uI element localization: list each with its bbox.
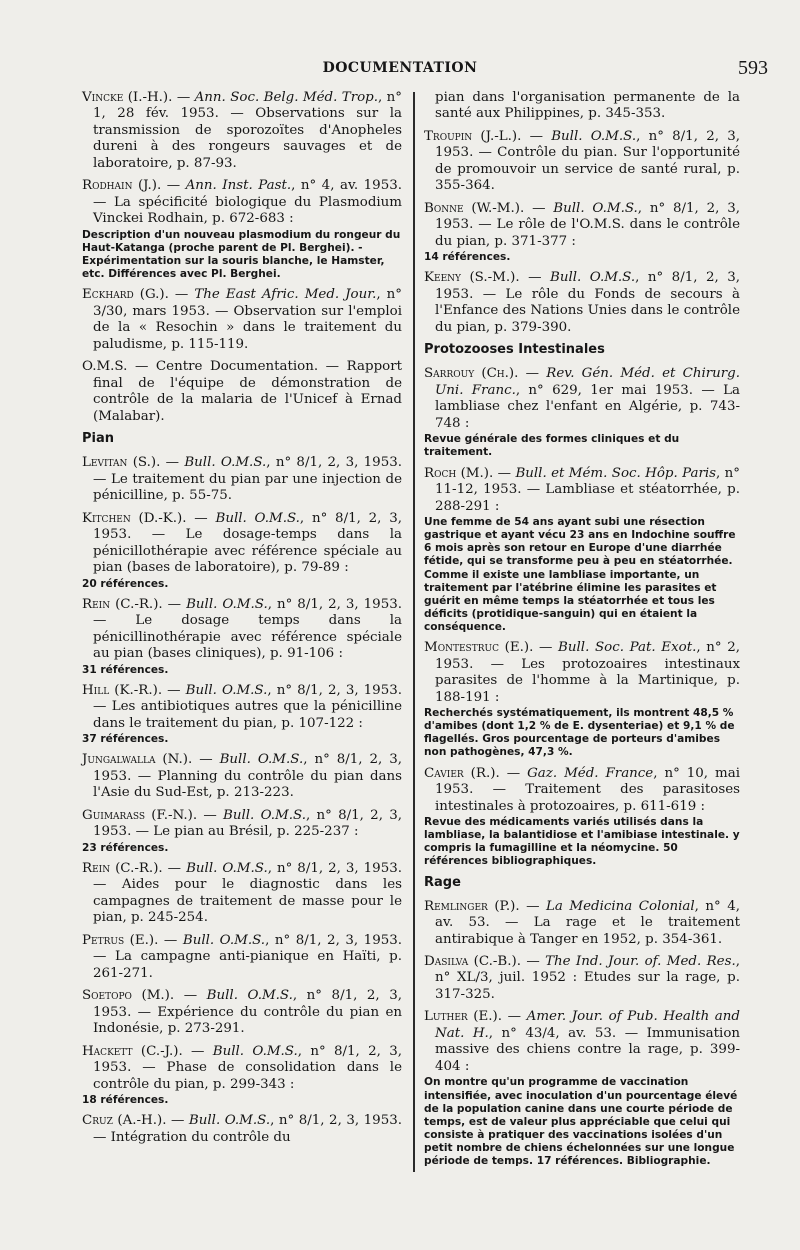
entry-journal: Bull. O.M.S. bbox=[549, 270, 636, 286]
entry-author: Eckhard (G.). bbox=[82, 287, 169, 303]
entry-author: Rein (C.-R.). bbox=[82, 596, 163, 612]
entry-journal: Bull. O.M.S. bbox=[184, 455, 267, 471]
entry-journal: Amer. Jour. of Pub. Health and Nat. H. bbox=[435, 1009, 740, 1041]
bibliography-entry: Rodhain (J.). — Ann. Inst. Past., n° 4, av. 1953. — La spécificité biologique du Plasmodium Vinckei Rodhain, p. 672-683 : Description d'un nouveau plasmodium du rongeur du Haut-Katanga (proche parent de Pl. Berghei). - Expérimentation sur la souris blanche, le Hamster, etc. Différences avec Pl. Berghei. bbox=[82, 178, 402, 281]
entry-author: Keeny (S.-M.). bbox=[424, 270, 520, 286]
entry-author: Vincke (I.-H.). bbox=[82, 90, 173, 105]
entry-text: , n° 2, 1953. — Les protozoaires intestinaux parasites de l'homme à la Martinique, p. 188-191 : bbox=[435, 640, 740, 705]
entry-journal: Bull. O.M.S. bbox=[553, 200, 638, 216]
entry-text: , n° 8/1, 2, 3, 1953. — Le rôle du Fonds de secours à l'Enfance des Nations Unies dans le contrôle du pian, p. 379-390. bbox=[435, 270, 741, 335]
entry-author: Sarrouy (Ch.). bbox=[424, 366, 519, 382]
entry-journal: Bull. O.M.S. bbox=[215, 510, 300, 526]
entry-note: 31 références. bbox=[82, 663, 169, 676]
entry-text: , n° 1, 28 fév. 1953. — Observations sur la transmission de sporozoïtes d'Anopheles dureni à des rongeurs sauvages et de laboratoire, p. 87-93. bbox=[93, 90, 402, 171]
entry-journal: Bull. O.M.S. bbox=[186, 596, 268, 612]
entry-author: O.M.S. bbox=[82, 359, 128, 375]
entry-journal: Ann. Inst. Past. bbox=[185, 178, 292, 194]
bibliography-entry: Cavier (R.). — Gaz. Méd. France, n° 10, mai 1953. — Traitement des parasitoses intestinales à protozoaires, p. 611-619 : Revue des médicaments variés utilisés dans la lambliase, la balantidiose et l'amibiase intestinale. y compris la fumagilline et la néomycine. 50 références bibliographiques. bbox=[424, 765, 741, 868]
entry-note: 14 références. bbox=[424, 251, 511, 264]
entry-author: Troupin (J.-L.). bbox=[424, 128, 522, 144]
entry-author: Hill (K.-R.). bbox=[82, 682, 163, 698]
entry-journal: Bull. O.M.S. bbox=[188, 1113, 271, 1129]
entry-author: Dasilva (C.-B.). bbox=[424, 954, 521, 969]
entry-note: 18 références. bbox=[82, 1094, 169, 1107]
entry-journal: The Ind. Jour. of. Med. Res. bbox=[545, 954, 736, 969]
bibliography-entry: Rein (C.-R.). — Bull. O.M.S., n° 8/1, 2, 3, 1953. — Le dosage temps dans la pénicillinothérapie avec référence spéciale au pian (bases cliniques), p. 91-106 : 31 références. bbox=[82, 596, 402, 676]
entry-note: 37 références. bbox=[82, 733, 169, 746]
bibliography-entry: Troupin (J.-L.). — Bull. O.M.S., n° 8/1, 2, 3, 1953. — Contrôle du pian. Sur l'opportunité de promouvoir un service de santé rural, p. 355-364. bbox=[424, 128, 740, 194]
entry-author: Luther (E.). bbox=[424, 1009, 503, 1025]
entry-text: , n° XL/3, juil. 1952 : Etudes sur la rage, p. 317-325. bbox=[435, 954, 740, 1002]
bibliography-entry: Remlinger (P.). — La Medicina Colonial, n° 4, av. 53. — La rage et le traitement antirabique à Tanger en 1952, p. 354-361. bbox=[424, 898, 741, 947]
bibliography-entry: Luther (E.). — Amer. Jour. of Pub. Health and Nat. H., n° 43/4, av. 53. — Immunisation massive des chiens contre la rage, p. 399-404 : On montre qu'un programme de vaccination intensifiée, avec inoculation d'un pourcentage élevé de la population canine dans une courte période de temps, est de valeur plus appréciable que celui qui consiste à pratiquer des vaccinations isolées d'un petit nombre de chiens échelonnées sur une longue période de temps. 17 références. Bibliographie. bbox=[424, 1009, 741, 1168]
left-column bbox=[82, 90, 402, 1152]
bibliography-entry: Hill (K.-R.). — Bull. O.M.S., n° 8/1, 2, 3, 1953. — Les antibiotiques autres que la pénicilline dans le traitement du pian, p. 107-122 : 37 références. bbox=[82, 682, 402, 746]
entry-journal: Bull. O.M.S. bbox=[219, 752, 304, 768]
entry-text: , n° 4, av. 53. — La rage et le traitement antirabique à Tanger en 1952, p. 354-361. bbox=[435, 898, 741, 947]
entry-journal: Bull. Soc. Pat. Exot. bbox=[558, 640, 697, 656]
section-heading-protozooses: Protozooses Intestinales bbox=[424, 342, 605, 358]
entry-author: Rodhain (J.). bbox=[82, 178, 162, 194]
entry-journal: Bull. O.M.S. bbox=[185, 682, 268, 698]
entry-text: , n° 8/1, 2, 3, 1953. — Le rôle de l'O.M.S. dans le contrôle du pian, p. 371-377 : bbox=[435, 200, 741, 249]
entry-author: Roch (M.). bbox=[424, 465, 494, 481]
entry-text: , n° 8/1, 2, 3, 1953. — Le pian au Brésil, p. 225-237 : bbox=[93, 807, 402, 840]
right-column bbox=[424, 90, 740, 1174]
bibliography-entry: Hackett (C.-J.). — Bull. O.M.S., n° 8/1, 2, 3, 1953. — Phase de consolidation dans le contrôle du pian, p. 299-343 : 18 références. bbox=[82, 1043, 403, 1107]
bibliography-entry: Guimarass (F.-N.). — Bull. O.M.S., n° 8/1, 2, 3, 1953. — Le pian au Brésil, p. 225-237 : 23 références. bbox=[82, 807, 402, 854]
bibliography-entry bbox=[82, 359, 402, 425]
bibliography-entry: Vincke (I.-H.). — Ann. Soc. Belg. Méd. Trop., n° 1, 28 fév. 1953. — Observations sur la transmission de sporozoïtes d'Anopheles dureni à des rongeurs sauvages et de laboratoire, p. 87-93. bbox=[82, 90, 402, 171]
entry-text: , n° 8/1, 2, 3, 1953. — Le traitement du pian par une injection de pénicilline, p. 55-75. bbox=[93, 455, 402, 504]
entry-note: Revue des médicaments variés utilisés dans la lambliase, la balantidiose et l'amibiase intestinale. y compris la fumagilline et la néomycine. 50 références bibliographiques. bbox=[424, 816, 740, 868]
entry-note: 23 références. bbox=[82, 841, 169, 854]
entry-author: Bonne (W.-M.). bbox=[424, 200, 525, 216]
bibliography-entry: Soetopo (M.). — Bull. O.M.S., n° 8/1, 2, 3, 1953. — Expérience du contrôle du pian en Indonésie, p. 273-291. bbox=[82, 988, 403, 1037]
entry-journal: Bull. O.M.S. bbox=[182, 932, 266, 948]
entry-author: Cruz (A.-H.). bbox=[82, 1113, 167, 1129]
section-heading-pian: Pian bbox=[82, 431, 115, 447]
entry-text: — Centre Documentation. — Rapport final de l'équipe de démonstration de contrôle de la malaria de l'Unicef à Ernad (Malabar). bbox=[93, 359, 402, 424]
entry-journal: Bull. O.M.S. bbox=[212, 1043, 298, 1059]
bibliography-entry: Bonne (W.-M.). — Bull. O.M.S., n° 8/1, 2, 3, 1953. — Le rôle de l'O.M.S. dans le contrôle du pian, p. 371-377 : 14 références. bbox=[424, 200, 741, 264]
entry-text: , n° 629, 1er mai 1953. — La lambliase chez l'enfant en Algérie, p. 743-748 : bbox=[435, 382, 740, 431]
entry-author: Soetopo (M.). bbox=[82, 988, 175, 1004]
entry-text: , n° 8/1, 2, 3, 1953. — Intégration du contrôle du bbox=[93, 1113, 402, 1145]
entry-text: , n° 43/4, av. 53. — Immunisation massive des chiens contre la rage, p. 399-404 : bbox=[435, 1025, 741, 1074]
bibliography-entry: Rein (C.-R.). — Bull. O.M.S., n° 8/1, 2, 3, 1953. — Aides pour le diagnostic dans les campagnes de traitement de masse pour le pian, p. 245-254. bbox=[82, 860, 402, 926]
entry-author: Jungalwalla (N.). bbox=[82, 752, 193, 768]
entry-note: 20 références. bbox=[82, 577, 169, 590]
column-divider bbox=[413, 92, 415, 1172]
bibliography-entry: Dasilva (C.-B.). — The Ind. Jour. of. Med. Res., n° XL/3, juil. 1952 : Etudes sur la rage, p. 317-325. bbox=[424, 954, 740, 1002]
entry-text: , n° 10, mai 1953. — Traitement des parasitoses intestinales à protozoaires, p. 611-619 : bbox=[435, 765, 741, 814]
bibliography-entry: Levitan (S.). — Bull. O.M.S., n° 8/1, 2, 3, 1953. — Le traitement du pian par une injection de pénicilline, p. 55-75. bbox=[82, 455, 402, 504]
entry-journal: Gaz. Méd. France bbox=[527, 765, 654, 781]
section-heading-rage: Rage bbox=[424, 874, 461, 890]
entry-journal: La Medicina Colonial bbox=[546, 898, 695, 914]
entry-author: Guimarass (F.-N.). bbox=[82, 807, 198, 823]
entry-note: Description d'un nouveau plasmodium du rongeur du Haut-Katanga (proche parent de Pl. Berghei). - Expérimentation sur la souris blanche, le Hamster, etc. Différences avec Pl. Berghei. bbox=[82, 228, 401, 281]
bibliography-entry: Petrus (E.). — Bull. O.M.S., n° 8/1, 2, 3, 1953. — La campagne anti-pianique en Haïti, p. 261-271. bbox=[82, 932, 403, 981]
entry-author: Cavier (R.). bbox=[424, 765, 500, 781]
entry-note: Revue générale des formes cliniques et du traitement. bbox=[424, 433, 680, 459]
entry-author: Remlinger (P.). bbox=[424, 898, 520, 914]
entry-journal: Rev. Gén. Méd. et Chirurg. Uni. Franc. bbox=[435, 366, 740, 398]
entry-text: , n° 8/1, 2, 3, 1953. — Expérience du contrôle du pian en Indonésie, p. 273-291. bbox=[93, 988, 403, 1037]
entry-text: , n° 8/1, 2, 3, 1953. — Phase de consolidation dans le contrôle du pian, p. 299-343 : bbox=[93, 1043, 403, 1092]
entry-journal: Bull. et Mém. Soc. Hôp. Paris bbox=[515, 465, 717, 481]
bibliography-entry: Kitchen (D.-K.). — Bull. O.M.S., n° 8/1, 2, 3, 1953. — Le dosage-temps dans la pénicillothérapie avec référence spéciale au pian (bases de laboratoire), p. 79-89 : 20 références. bbox=[82, 510, 402, 590]
entry-journal: Ann. Soc. Belg. Méd. Trop. bbox=[194, 90, 378, 105]
bibliography-entry: Roch (M.). — Bull. et Mém. Soc. Hôp. Paris, n° 11-12, 1953. — Lambliase et stéatorrhée, p. 288-291 : Une femme de 54 ans ayant subi une résection gastrique et ayant vécu 23 ans en Indochine souffre 6 mois après son retour en Europe d'une diarrhée fétide, qui se transforme peu à peu en stéatorrhée. Comme il existe une lambliase importante, un traitement par l'atébrine élimine les parasites et guérit en même temps la stéatorrhée et tous les déficits (protidique-sanguin) qui en étaient la conséquence. bbox=[424, 465, 741, 634]
entry-text: , n° 8/1, 2, 3, 1953. — Planning du contrôle du pian dans l'Asie du Sud-Est, p. 213-223. bbox=[93, 752, 403, 801]
bibliography-entry: Jungalwalla (N.). — Bull. O.M.S., n° 8/1, 2, 3, 1953. — Planning du contrôle du pian dans l'Asie du Sud-Est, p. 213-223. bbox=[82, 752, 403, 801]
bibliography-entry: Keeny (S.-M.). — Bull. O.M.S., n° 8/1, 2, 3, 1953. — Le rôle du Fonds de secours à l'Enfance des Nations Unies dans le contrôle du pian, p. 379-390. bbox=[424, 270, 741, 335]
bibliography-entry: Cruz (A.-H.). — Bull. O.M.S., n° 8/1, 2, 3, 1953. — Intégration du contrôle du bbox=[82, 1113, 402, 1145]
bibliography-entry: Sarrouy (Ch.). — Rev. Gén. Méd. et Chirurg. Uni. Franc., n° 629, 1er mai 1953. — La lambliase chez l'enfant en Algérie, p. 743-748 : Revue générale des formes cliniques et du traitement. bbox=[424, 366, 740, 459]
entry-author: Petrus (E.). bbox=[82, 932, 159, 948]
page-number: 593 bbox=[738, 57, 768, 79]
entry-text: , n° 8/1, 2, 3, 1953. — Les antibiotiques autres que la pénicilline dans le traitement du pian, p. 107-122 : bbox=[93, 682, 402, 731]
entry-note: On montre qu'un programme de vaccination intensifiée, avec inoculation d'un pourcentage élevé de la population canine dans une courte période de temps, est de valeur plus appréciable que celui qui consiste à pratiquer des vaccinations isolées d'un petit nombre de chiens échelonnées sur une longue période de temps. 17 références. Bibliographie. bbox=[424, 1076, 738, 1168]
entry-author: Kitchen (D.-K.). bbox=[82, 510, 187, 526]
running-header: DOCUMENTATION bbox=[322, 60, 478, 76]
entry-journal: The East Afric. Med. Jour. bbox=[194, 287, 377, 303]
entry-journal: Bull. O.M.S. bbox=[223, 807, 306, 823]
entry-author: Montestruc (E.). bbox=[424, 640, 534, 656]
entry-author: Rein (C.-R.). bbox=[82, 860, 163, 876]
bibliography-entry: Eckhard (G.). — The East Afric. Med. Jour., n° 3/30, mars 1953. — Observation sur l'emploi de la « Resochin » dans le traitement du paludisme, p. 115-119. bbox=[82, 287, 402, 352]
entry-text: , n° 8/1, 2, 3, 1953. — Le dosage-temps dans la pénicillothérapie avec référence spéciale au pian (bases de laboratoire), p. 79-89 : bbox=[93, 510, 402, 576]
entry-author: Hackett (C.-J.). bbox=[82, 1043, 183, 1059]
entry-text: , n° 8/1, 2, 3, 1953. — Contrôle du pian. Sur l'opportunité de promouvoir un service de santé rural, p. 355-364. bbox=[435, 128, 740, 194]
entry-text: , n° 3/30, mars 1953. — Observation sur l'emploi de la « Resochin » dans le traitement du paludisme, p. 115-119. bbox=[93, 287, 402, 352]
entry-note: Une femme de 54 ans ayant subi une résection gastrique et ayant vécu 23 ans en Indochine souffre 6 mois après son retour en Europe d'une diarrhée fétide, qui se transforme peu à peu en stéatorrhée. Comme il existe une lambliase importante, un traitement par l'atébrine élimine les parasites et guérit en même temps la stéatorrhée et tous les déficits (protidique-sanguin) qui en étaient la conséquence. bbox=[424, 516, 736, 634]
continuation-text: pian dans l'organisation permanente de la santé aux Philippines, p. 345-353. bbox=[435, 90, 740, 122]
bibliography-entry: Montestruc (E.). — Bull. Soc. Pat. Exot., n° 2, 1953. — Les protozoaires intestinaux parasites de l'homme à la Martinique, p. 188-191 : Recherchés systématiquement, ils montrent 48,5 % d'amibes (dont 1,2 % de E. dysenteriae) et 9,1 % de flagellés. Gros pourcentage de porteurs d'amibes non pathogènes, 47,3 %. bbox=[424, 640, 740, 759]
entry-text: , n° 4, av. 1953. — La spécificité biologique du Plasmodium Vinckei Rodhain, p. 672-683 : bbox=[93, 178, 402, 227]
entry-note: Recherchés systématiquement, ils montrent 48,5 % d'amibes (dont 1,2 % de E. dysenteriae) et 9,1 % de flagellés. Gros pourcentage de porteurs d'amibes non pathogènes, 47,3 %. bbox=[424, 707, 735, 759]
entry-journal: Bull. O.M.S. bbox=[186, 860, 268, 876]
entry-text: , n° 8/1, 2, 3, 1953. — Le dosage temps dans la pénicillinothérapie avec référence spéciale au pian (bases cliniques), p. 91-106 : bbox=[93, 596, 402, 662]
entry-author: Levitan (S.). bbox=[82, 455, 161, 471]
entry-journal: Bull. O.M.S. bbox=[206, 988, 293, 1004]
entry-journal: Bull. O.M.S. bbox=[551, 128, 637, 144]
entry-text: , n° 8/1, 2, 3, 1953. — La campagne anti-pianique en Haïti, p. 261-271. bbox=[93, 932, 403, 981]
entry-text: , n° 11-12, 1953. — Lambliase et stéatorrhée, p. 288-291 : bbox=[435, 465, 741, 514]
entry-text: , n° 8/1, 2, 3, 1953. — Aides pour le diagnostic dans les campagnes de traitement de masse pour le pian, p. 245-254. bbox=[93, 860, 402, 926]
